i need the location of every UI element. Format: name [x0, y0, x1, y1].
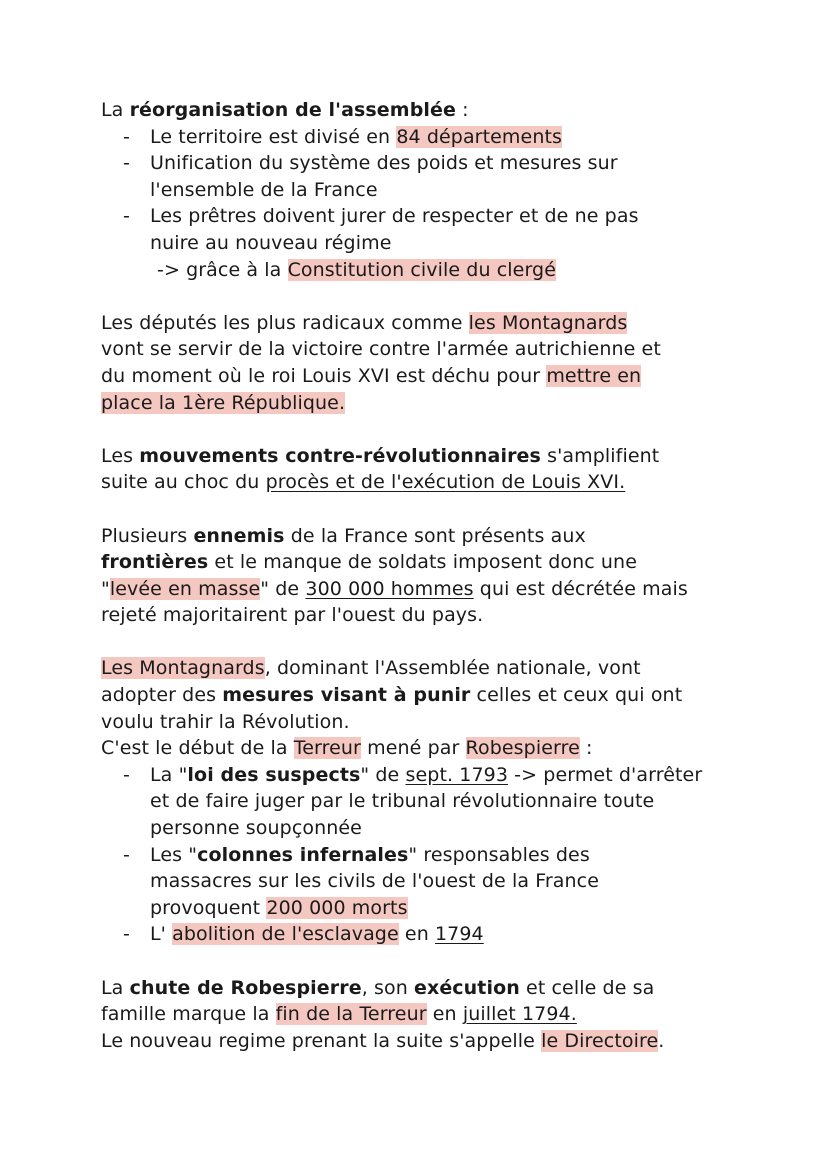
- paragraph-levee-en-masse: [101, 523, 741, 629]
- underlined-term: juillet 1794.: [462, 1003, 577, 1026]
- highlight: 200 000 morts: [266, 896, 408, 919]
- highlight: Terreur: [293, 737, 361, 760]
- text: s'amplifient: [540, 444, 660, 467]
- text: suite au choc du: [101, 471, 266, 494]
- text: famille marque la: [101, 1003, 276, 1026]
- text: -> grâce à la: [157, 258, 288, 281]
- bold-term: ennemis: [193, 524, 285, 547]
- list-item: [101, 921, 741, 948]
- text: La: [101, 99, 130, 121]
- dash-bullet: -: [123, 763, 130, 786]
- highlight: Constitution civile du clergé: [287, 258, 556, 281]
- highlight: mettre en: [546, 364, 642, 387]
- underlined-term: 1794: [434, 923, 484, 946]
- text: " de: [360, 763, 406, 786]
- text: La ": [150, 763, 188, 786]
- highlight: Les Montagnards: [101, 657, 265, 680]
- dash-bullet: -: [123, 205, 130, 228]
- text: , son: [361, 976, 414, 999]
- text: en: [398, 923, 435, 946]
- text: qui est décrétée mais: [473, 577, 688, 600]
- text: -> permet d'arrêter: [508, 763, 703, 786]
- highlight: fin de la Terreur: [275, 1003, 427, 1026]
- heading-line: [101, 97, 741, 124]
- bold-term: colonnes infernales: [197, 843, 409, 866]
- list-item: [101, 762, 741, 842]
- text: :: [455, 99, 469, 121]
- dash-bullet: -: [123, 152, 130, 175]
- text: L': [150, 923, 173, 946]
- text: Le territoire est divisé en: [150, 125, 397, 148]
- text: " responsables des: [408, 843, 590, 866]
- text: de la France sont présents aux: [284, 524, 586, 547]
- bold-term: loi des suspects: [187, 763, 361, 786]
- text: Les députés les plus radicaux comme: [101, 311, 469, 334]
- text: La: [101, 976, 130, 999]
- list-item: [101, 842, 741, 922]
- bold-term: chute de Robespierre: [129, 976, 362, 999]
- text: Unification du système des poids et mesures sur: [150, 152, 618, 175]
- highlight: le Directoire: [541, 1029, 659, 1052]
- list-item: [101, 150, 741, 203]
- text: du moment où le roi Louis XVI est déchu pour: [101, 364, 547, 387]
- highlight: 84 départements: [396, 125, 563, 148]
- bullet-list: [101, 124, 741, 257]
- bullet-list: [101, 762, 741, 948]
- text: en: [426, 1003, 463, 1026]
- highlight: les Montagnards: [468, 311, 628, 334]
- paragraph-montagnards: [101, 310, 741, 416]
- text: Plusieurs: [101, 524, 194, 547]
- list-item: [101, 124, 741, 151]
- document-page: [101, 97, 741, 1054]
- text: C'est le début de la: [101, 737, 294, 760]
- paragraph-counter-revolution: [101, 443, 741, 496]
- text: Les prêtres doivent jurer de respecter et de ne pas: [150, 205, 639, 228]
- text: vont se servir de la victoire contre l'armée autrichienne et: [101, 338, 661, 361]
- paragraph-assembly-reorganisation: [101, 97, 741, 283]
- text: adopter des: [101, 684, 223, 707]
- text: Les ": [150, 843, 198, 866]
- text: et le manque de soldats imposent donc une: [208, 551, 637, 574]
- text: et de faire juger par le tribunal révolutionnaire toute: [150, 790, 655, 813]
- dash-bullet: -: [123, 923, 130, 946]
- sub-note: [101, 257, 741, 284]
- paragraph-terreur: [101, 655, 741, 948]
- text: nuire au nouveau régime: [150, 231, 392, 254]
- underlined-term: procès et de l'exécution de Louis XVI.: [265, 471, 626, 494]
- text: .: [658, 1029, 665, 1052]
- text: provoquent: [150, 896, 267, 919]
- dash-bullet: -: [123, 125, 130, 148]
- text: voulu trahir la Révolution.: [101, 710, 350, 733]
- text: celles et ceux qui ont: [470, 684, 683, 707]
- text: l'ensemble de la France: [150, 178, 378, 201]
- bold-term: frontières: [101, 551, 209, 574]
- text: Le nouveau regime prenant la suite s'appelle: [101, 1029, 542, 1052]
- text: Les: [101, 444, 140, 467]
- text: rejeté majoritairent par l'ouest du pays.: [101, 604, 484, 627]
- paragraph-chute-robespierre: [101, 975, 741, 1055]
- bold-term: exécution: [413, 976, 520, 999]
- text: , dominant l'Assemblée nationale, vont: [264, 657, 641, 680]
- text: massacres sur les civils de l'ouest de la France: [150, 870, 599, 893]
- dash-bullet: -: [123, 843, 130, 866]
- bold-term: mouvements contre-révolutionnaires: [139, 444, 541, 467]
- bold-term: mesures visant à punir: [222, 684, 471, 707]
- text: mené par: [360, 737, 466, 760]
- text: personne soupçonnée: [150, 817, 362, 840]
- text: :: [579, 737, 593, 760]
- highlight: abolition de l'esclavage: [172, 923, 399, 946]
- highlight: place la 1ère République.: [101, 391, 346, 414]
- highlight: Robespierre: [465, 737, 580, 760]
- text: " de: [260, 577, 306, 600]
- text: ": [101, 577, 110, 600]
- list-item: [101, 203, 741, 256]
- bold-term: réorganisation de l'assemblée: [129, 99, 456, 121]
- underlined-term: sept. 1793: [405, 763, 509, 786]
- highlight: levée en masse: [109, 577, 261, 600]
- text: et celle de sa: [519, 976, 655, 999]
- underlined-term: 300 000 hommes: [305, 577, 474, 600]
